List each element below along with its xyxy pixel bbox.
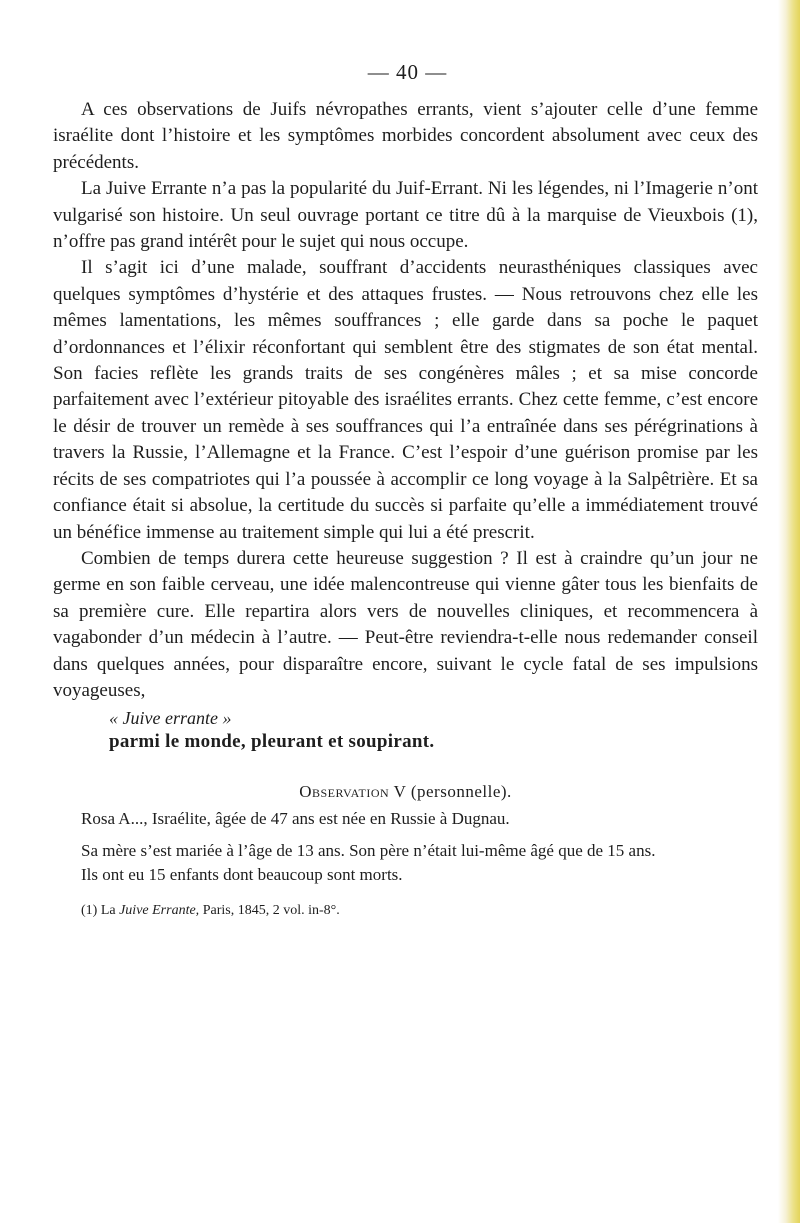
paragraph-juive-errante: La Juive Errante n’a pas la popularité du Juif-Errant. Ni les légendes, ni l’Imagerie n’ont vulgarisé son histoire. Un seul ouvrage portant ce titre dû à la marquise de Vieuxbois (1), n’offre pas grand intérêt pour le sujet qui nous occupe.	[53, 178, 758, 253]
paragraph-suggestion: Combien de temps durera cette heureuse suggestion ? Il est à craindre qu’un jour ne germe en son faible cerveau, une idée malencontreuse qui vienne gâter tous les bienfaits de sa première cure. Elle repartira alors vers de nouvelles cliniques, et recommencera à vagabonder d’un médecin à l’autre. — Peut-être reviendra-t-elle nous redemander conseil dans quelques années, pour disparaître encore, suivant le cycle fatal de ses impulsions voyageuses,	[53, 547, 758, 701]
paragraph-malade: Il s’agit ici d’une malade, souffrant d’accidents neurasthéniques classiques avec quelques symptômes d’hystérie et des attaques frustes. — Nous retrouvons chez elle les mêmes lamentations, les mêmes souffrances ; elle garde dans sa poche le paquet d’ordonnances et l’élixir réconfortant qui semblent être des stigmates de son état mental. Son facies reflète les grands traits de ses congénères mâles ; et sa mise concorde parfaitement avec l’extérieur pitoyable des israélites errants. Chez cette femme, c’est encore le désir de trouver un remède à ses souffrances qui l’a entraînée dans ses pérégrinations à travers la Russie, l’Allemagne et la France. C’est l’espoir d’une guérison promise par les récits de ses compatriotes qui l’a poussée à accomplir ce long voyage à la Salpêtrière. Et sa confiance était si absolue, la certitude du succès si parfaite qu’elle a immédiatement trouvé un bénéfice immense au traitement simple qui lui a été prescrit.	[53, 257, 758, 543]
observation-section	[53, 780, 758, 887]
footnote-title: Juive Errante,	[119, 903, 200, 919]
verse-line: parmi le monde, pleurant et soupirant.	[109, 731, 435, 753]
page-content	[53, 60, 758, 921]
footnote-mark: (1) La	[81, 903, 116, 919]
footnote	[53, 901, 758, 921]
observation-parents: Sa mère s’est mariée à l’âge de 13 ans. Son père n’était lui-même âgé que de 15 ans.	[81, 841, 656, 861]
paragraph-intro: A ces observations de Juifs névropathes errants, vient s’ajouter celle d’une femme israélite dont l’histoire et les symptômes morbides concordent absolument avec ceux des précédents.	[53, 99, 758, 173]
observation-number: V (personnelle).	[393, 782, 512, 802]
page-edge-shadow	[778, 0, 800, 1223]
verse-title: « Juive errante »	[109, 708, 232, 729]
footnote-rest: Paris, 1845, 2 vol. in-8°.	[202, 903, 340, 919]
observation-heading	[53, 780, 758, 804]
body-text	[53, 97, 758, 704]
observation-patient: Rosa A..., Israélite, âgée de 47 ans est née en Russie à Dugnau.	[81, 809, 510, 829]
observation-children: Ils ont eu 15 enfants dont beaucoup sont morts.	[81, 865, 403, 885]
page-number: — 40 —	[367, 60, 448, 84]
observation-label: Observation	[299, 782, 390, 802]
verse-quote	[53, 706, 758, 754]
